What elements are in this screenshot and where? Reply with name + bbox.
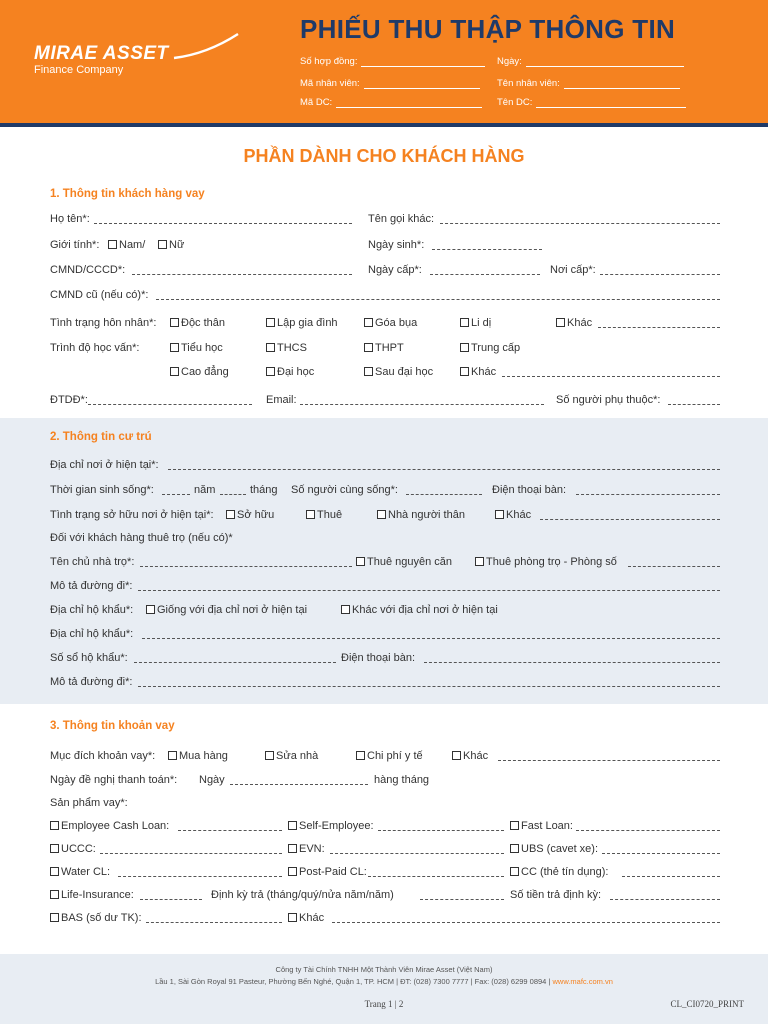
education-other-input[interactable] bbox=[502, 366, 720, 377]
checkbox-icon bbox=[50, 844, 59, 853]
checkbox-icon bbox=[168, 751, 177, 760]
checkbox-icon bbox=[377, 510, 386, 519]
full-name-input[interactable] bbox=[94, 213, 352, 224]
old-id-label: CMND cũ (nếu có)*: bbox=[50, 289, 149, 301]
company-logo bbox=[34, 44, 169, 77]
product-option[interactable]: UCCC: bbox=[50, 843, 96, 856]
staff-name-field[interactable]: Tên nhân viên: bbox=[497, 78, 680, 89]
form-code: CL_CI0720_PRINT bbox=[670, 999, 744, 1009]
checkbox-icon bbox=[266, 367, 275, 376]
payment-day-input[interactable] bbox=[230, 774, 368, 785]
landlord-name-input[interactable] bbox=[140, 556, 352, 567]
different-address-option[interactable]: Khác với địa chỉ nơi ở hiện tại bbox=[341, 604, 498, 617]
ownership-label: Tình trạng sở hữu nơi ở hiện tại*: bbox=[50, 509, 214, 521]
checkbox-icon bbox=[452, 751, 461, 760]
product-option[interactable]: CC (thẻ tín dụng): bbox=[510, 866, 608, 879]
cohabitants-input[interactable] bbox=[406, 484, 482, 495]
checkbox-icon bbox=[266, 318, 275, 327]
old-id-input[interactable] bbox=[156, 289, 720, 300]
checkbox-icon bbox=[510, 867, 519, 876]
household-address-input[interactable] bbox=[142, 628, 720, 639]
checkbox-icon bbox=[158, 240, 167, 249]
rent-whole-option[interactable]: Thuê nguyên căn bbox=[356, 556, 452, 569]
living-months-input[interactable] bbox=[220, 484, 246, 495]
household-book-label: Số sổ hộ khẩu*: bbox=[50, 652, 128, 664]
product-option[interactable]: Fast Loan: bbox=[510, 820, 573, 833]
product-option[interactable]: Water CL: bbox=[50, 866, 110, 879]
contract-no-field[interactable]: Số hợp đồng: bbox=[300, 56, 485, 67]
education-option[interactable]: THCS bbox=[266, 342, 307, 355]
education-option[interactable]: Sau đại học bbox=[364, 366, 433, 379]
checkbox-icon bbox=[364, 367, 373, 376]
landline-label: Điện thoại bàn: bbox=[492, 484, 566, 496]
section1-title: 1. Thông tin khách hàng vay bbox=[50, 188, 205, 200]
ownership-option[interactable]: Thuê bbox=[306, 509, 342, 522]
checkbox-icon bbox=[356, 557, 365, 566]
education-option[interactable]: Trung cấp bbox=[460, 342, 520, 355]
customer-section-title: PHẦN DÀNH CHO KHÁCH HÀNG bbox=[243, 146, 525, 166]
product-input[interactable] bbox=[576, 820, 720, 831]
life-insurance-input[interactable] bbox=[140, 889, 202, 900]
renter-note: Đối với khách hàng thuê trọ (nếu có)* bbox=[50, 532, 233, 544]
product-option[interactable]: Self-Employee: bbox=[288, 820, 374, 833]
cohabitants-label: Số người cùng sống*: bbox=[291, 484, 398, 496]
education-option[interactable]: Tiểu học bbox=[170, 342, 223, 355]
gender-label: Giới tính*: bbox=[50, 239, 100, 251]
payment-day-label: Ngày bbox=[199, 774, 225, 786]
other-name-input[interactable] bbox=[440, 213, 720, 224]
dob-label: Ngày sinh*: bbox=[368, 239, 425, 251]
footer bbox=[0, 954, 768, 1024]
product-option[interactable]: UBS (cavet xe): bbox=[510, 843, 598, 856]
checkbox-icon bbox=[170, 343, 179, 352]
product-input[interactable] bbox=[622, 866, 720, 877]
same-address-option[interactable]: Giống với địa chỉ nơi ở hiện tại bbox=[146, 604, 307, 617]
marital-option[interactable]: Li dị bbox=[460, 317, 491, 330]
header-bar bbox=[0, 0, 768, 123]
household-book-input[interactable] bbox=[134, 652, 336, 663]
checkbox-icon bbox=[510, 821, 519, 830]
product-input[interactable] bbox=[100, 843, 282, 854]
checkbox-icon bbox=[288, 821, 297, 830]
directions-label: Mô tả đường đi*: bbox=[50, 580, 133, 592]
product-option[interactable]: Post-Paid CL: bbox=[288, 866, 367, 879]
loan-purpose-option[interactable]: Chi phí y tế bbox=[356, 750, 423, 763]
checkbox-icon bbox=[170, 318, 179, 327]
bas-input[interactable] bbox=[146, 912, 282, 923]
years-label: năm bbox=[194, 484, 216, 496]
loan-purpose-label: Mục đích khoản vay*: bbox=[50, 750, 156, 762]
checkbox-icon bbox=[341, 605, 350, 614]
other-product-input[interactable] bbox=[332, 912, 720, 923]
installment-label: Số tiền trả định kỳ: bbox=[510, 889, 602, 901]
marital-option[interactable]: Góa bụa bbox=[364, 317, 417, 330]
product-input[interactable] bbox=[118, 866, 282, 877]
form-title: PHIẾU THU THẬP THÔNG TIN bbox=[300, 14, 676, 44]
loan-purpose-option[interactable]: Khác bbox=[452, 750, 488, 763]
life-insurance-option[interactable]: Life-Insurance: bbox=[50, 889, 134, 902]
directions-2-label: Mô tả đường đi*: bbox=[50, 676, 133, 688]
email-label: Email: bbox=[266, 394, 297, 406]
gender-male-option[interactable]: Nam/ bbox=[108, 239, 145, 252]
room-no-input[interactable] bbox=[628, 556, 720, 567]
ownership-option[interactable]: Khác bbox=[495, 509, 531, 522]
issue-date-input[interactable] bbox=[430, 264, 540, 275]
other-name-label: Tên gọi khác: bbox=[368, 213, 435, 225]
mobile-label: ĐTDĐ*: bbox=[50, 394, 88, 406]
installment-input[interactable] bbox=[610, 889, 720, 900]
footer-address: Lầu 1, Sài Gòn Royal 91 Pasteur, Phường Bến Nghé, Quận 1, TP. HCM | ĐT: (028) 7300 7777 | Fax: (028) 6299 0894 | www.mafc.com.vn bbox=[155, 977, 613, 986]
product-option[interactable]: Employee Cash Loan: bbox=[50, 820, 169, 833]
marital-option[interactable]: Lập gia đình bbox=[266, 317, 338, 330]
checkbox-icon bbox=[108, 240, 117, 249]
date-field[interactable]: Ngày: bbox=[497, 56, 684, 67]
checkbox-icon bbox=[460, 343, 469, 352]
marital-other-input[interactable] bbox=[598, 317, 720, 328]
current-address-label: Địa chỉ nơi ở hiện tại*: bbox=[50, 459, 159, 471]
months-label: tháng bbox=[250, 484, 278, 496]
landlord-name-label: Tên chủ nhà trọ*: bbox=[50, 556, 135, 568]
section3-title: 3. Thông tin khoản vay bbox=[50, 720, 175, 732]
education-option[interactable]: Khác bbox=[460, 366, 496, 379]
ownership-other-input[interactable] bbox=[540, 509, 720, 520]
checkbox-icon bbox=[226, 510, 235, 519]
email-input[interactable] bbox=[300, 394, 544, 405]
household-address-2-label: Địa chỉ hộ khẩu*: bbox=[50, 628, 134, 640]
landline-2-label: Điện thoại bàn: bbox=[341, 652, 415, 664]
checkbox-icon bbox=[288, 867, 297, 876]
footer-company: Công ty Tài Chính TNHH Một Thành Viên Mirae Asset (Việt Nam) bbox=[275, 965, 493, 974]
marital-option[interactable]: Khác bbox=[556, 317, 592, 330]
product-option[interactable]: EVN: bbox=[288, 843, 325, 856]
checkbox-icon bbox=[364, 318, 373, 327]
current-address-input[interactable] bbox=[168, 459, 720, 470]
checkbox-icon bbox=[146, 605, 155, 614]
page-number: Trang 1 | 2 bbox=[364, 999, 404, 1009]
checkbox-icon bbox=[495, 510, 504, 519]
marital-status-label: Tình trạng hôn nhân*: bbox=[50, 317, 157, 329]
household-address-label: Địa chỉ hộ khẩu*: bbox=[50, 604, 134, 616]
issue-place-label: Nơi cấp*: bbox=[550, 264, 596, 276]
checkbox-icon bbox=[288, 844, 297, 853]
dc-code-field[interactable]: Mã DC: bbox=[300, 97, 482, 108]
checkbox-icon bbox=[288, 913, 297, 922]
checkbox-icon bbox=[510, 844, 519, 853]
brand-name: MIRAE ASSET bbox=[34, 43, 169, 64]
landline-input[interactable] bbox=[576, 484, 720, 495]
other-product-option[interactable]: Khác bbox=[288, 912, 324, 925]
landline-2-input[interactable] bbox=[424, 652, 720, 663]
checkbox-icon bbox=[266, 343, 275, 352]
bas-option[interactable]: BAS (số dư TK): bbox=[50, 912, 142, 925]
gender-female-option[interactable]: Nữ bbox=[158, 239, 184, 252]
education-option[interactable]: THPT bbox=[364, 342, 404, 355]
loan-purpose-option[interactable]: Sửa nhà bbox=[265, 750, 318, 763]
directions-input[interactable] bbox=[138, 580, 720, 591]
payment-period-input[interactable] bbox=[420, 889, 504, 900]
education-label: Trình độ học vấn*: bbox=[50, 342, 140, 354]
dependents-label: Số người phụ thuộc*: bbox=[556, 394, 661, 406]
id-no-label: CMND/CCCD*: bbox=[50, 264, 126, 276]
loan-purpose-option[interactable]: Mua hàng bbox=[168, 750, 228, 763]
checkbox-icon bbox=[460, 367, 469, 376]
full-name-label: Họ tên*: bbox=[50, 213, 90, 225]
checkbox-icon bbox=[556, 318, 565, 327]
payment-period-label: Định kỳ trả (tháng/quý/nửa năm/năm) bbox=[211, 889, 394, 901]
ownership-option[interactable]: Sở hữu bbox=[226, 509, 274, 522]
directions-2-input[interactable] bbox=[138, 676, 720, 687]
checkbox-icon bbox=[50, 867, 59, 876]
checkbox-icon bbox=[170, 367, 179, 376]
checkbox-icon bbox=[356, 751, 365, 760]
dob-input[interactable] bbox=[432, 239, 542, 250]
footer-website[interactable]: www.mafc.com.vn bbox=[552, 977, 613, 986]
product-input[interactable] bbox=[368, 866, 504, 877]
checkbox-icon bbox=[306, 510, 315, 519]
product-input[interactable] bbox=[378, 820, 504, 831]
logo-swoosh-icon bbox=[172, 32, 242, 62]
issue-place-input[interactable] bbox=[600, 264, 720, 275]
checkbox-icon bbox=[50, 913, 59, 922]
checkbox-icon bbox=[50, 821, 59, 830]
living-years-input[interactable] bbox=[162, 484, 190, 495]
checkbox-icon bbox=[50, 890, 59, 899]
loan-product-label: Sản phẩm vay*: bbox=[50, 797, 128, 809]
checkbox-icon bbox=[265, 751, 274, 760]
payment-date-label: Ngày đề nghị thanh toán*: bbox=[50, 774, 178, 786]
staff-code-field[interactable]: Mã nhân viên: bbox=[300, 78, 480, 89]
mobile-input[interactable] bbox=[88, 394, 252, 405]
dc-name-field[interactable]: Tên DC: bbox=[497, 97, 686, 108]
marital-option[interactable]: Độc thân bbox=[170, 317, 225, 330]
education-option[interactable]: Cao đẳng bbox=[170, 366, 229, 379]
living-time-label: Thời gian sinh sống*: bbox=[50, 484, 154, 496]
checkbox-icon bbox=[364, 343, 373, 352]
section2-title: 2. Thông tin cư trú bbox=[50, 431, 152, 443]
ownership-option[interactable]: Nhà người thân bbox=[377, 509, 465, 522]
rent-room-option[interactable]: Thuê phòng trọ - Phòng số bbox=[475, 556, 617, 569]
checkbox-icon bbox=[475, 557, 484, 566]
product-input[interactable] bbox=[602, 843, 720, 854]
product-input[interactable] bbox=[178, 820, 282, 831]
header-divider bbox=[0, 123, 768, 127]
issue-date-label: Ngày cấp*: bbox=[368, 264, 422, 276]
dependents-input[interactable] bbox=[668, 394, 720, 405]
brand-sub: Finance Company bbox=[34, 64, 124, 76]
checkbox-icon bbox=[460, 318, 469, 327]
product-input[interactable] bbox=[330, 843, 504, 854]
loan-purpose-other-input[interactable] bbox=[498, 750, 720, 761]
monthly-label: hàng tháng bbox=[374, 774, 430, 786]
id-no-input[interactable] bbox=[132, 264, 352, 275]
education-option[interactable]: Đại học bbox=[266, 366, 314, 379]
